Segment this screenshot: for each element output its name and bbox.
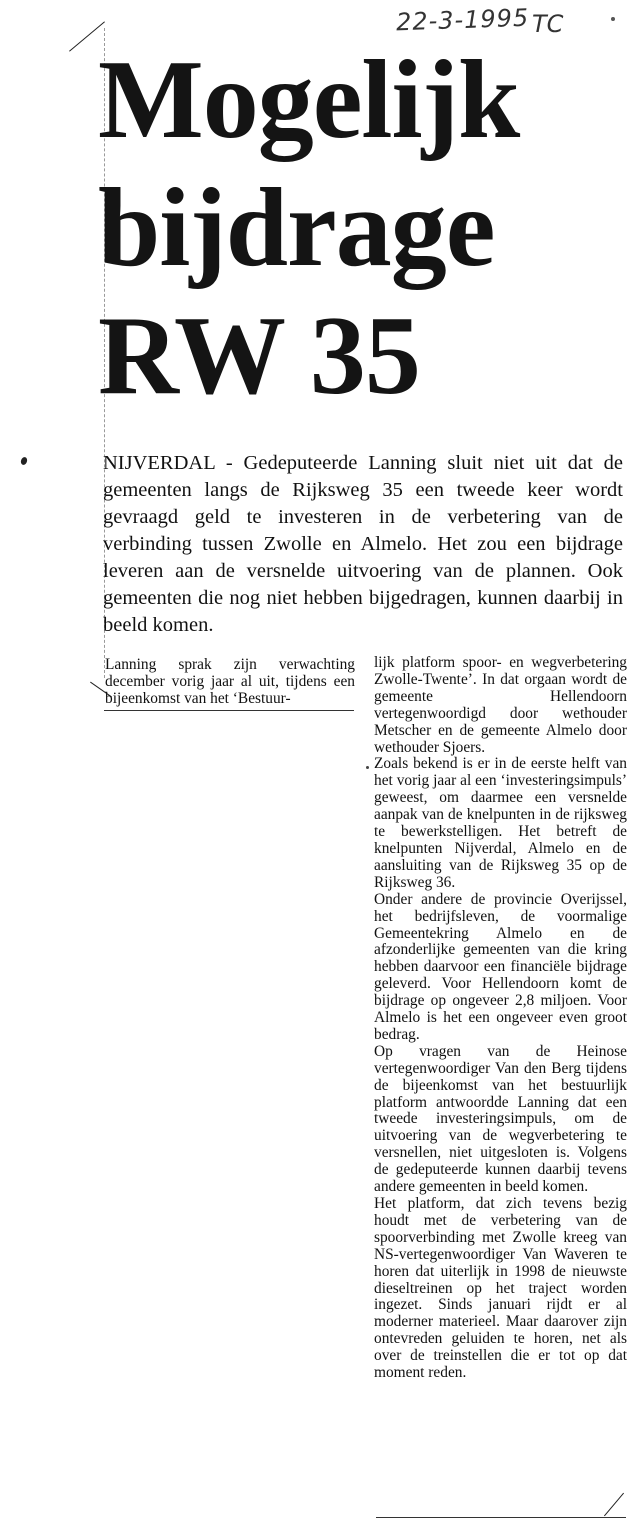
headline bbox=[98, 36, 628, 420]
column-2-paragraph-4: Op vragen van de Heinose vertegenwoordiger Van den Berg tijdens de bijeenkomst van het bestuurlijk platform antwoordde Lanning dat een tweede investeringsimpuls, om de uitvoering van de wegverbetering te versnellen, niet uitgesloten is. Volgens de gedeputeerde kunnen daarbij tevens andere gemeenten in beeld komen. bbox=[374, 1042, 627, 1196]
column-1-paragraph: Lanning sprak zijn verwachting december vorig jaar al uit, tijdens een bijeenkomst van het ‘Bestuur- bbox=[105, 656, 355, 707]
scan-speck bbox=[611, 17, 615, 21]
handwritten-date: 22-3-1995 bbox=[395, 3, 530, 37]
column-2-paragraph-1: lijk platform spoor- en wegverbetering Zwolle-Twente’. In dat orgaan wordt de gemeente Hellendoorn vertegenwoordigd door wethouder Metscher en de gemeente Almelo door wethouder Sjoers. bbox=[374, 654, 627, 756]
article-column-1 bbox=[105, 657, 355, 708]
pen-mark bbox=[604, 1493, 624, 1517]
column-2-paragraph-3: Onder andere de provincie Overijssel, het bedrijfsleven, de voormalige Gemeentekring Almelo en de afzonderlijke gemeenten van die kring hebben daarvoor een financiële bijdrage geleverd. Voor Hellendoorn komt de bijdrage op ongeveer 2,8 miljoen. Voor Almelo is het een ongeveer even groot bedrag. bbox=[374, 890, 627, 1043]
margin-bullet bbox=[20, 456, 28, 466]
handwritten-initials: TC bbox=[532, 10, 564, 38]
lead-paragraph: NIJVERDAL - Gedeputeerde Lanning sluit niet uit dat de gemeenten langs de Rijksweg 35 een tweede keer wordt gevraagd geld te investeren in de verbetering van de verbinding tussen Zwolle en Almelo. Het zou een bijdrage leveren aan de versnelde uitvoering van de plannen. Ook gemeenten die nog niet hebben bijgedragen, kunnen daarbij in beeld komen. bbox=[103, 452, 623, 636]
article-end-rule bbox=[376, 1517, 626, 1518]
column-2-paragraph-5: Het platform, dat zich tevens bezig houdt met de verbetering van de spoorverbinding met Zwolle kreeg van NS-vertegenwoordiger Van Waveren te horen dat uiterlijk in 1998 de nieuwste dieseltreinen op het traject worden ingezet. Sinds januari rijdt er al moderner materieel. Maar daarover zijn ontevreden geluiden te horen, net als over de treinstellen die er tot op dat moment reden. bbox=[374, 1195, 627, 1382]
column-divider-rule bbox=[104, 710, 354, 711]
column-2-paragraph-2: Zoals bekend is er in de eerste helft van het vorig jaar al een ‘investeringsimpuls’ geweest, om daarmee een versnelde aanpak van de knelpunten in de rijksweg te bewerkstelligen. Het betreft de knelpunten Nijverdal, Almelo en de aansluiting van de Rijksweg 35 op de Rijksweg 36. bbox=[374, 755, 627, 891]
headline-line-3: RW 35 bbox=[98, 294, 420, 418]
headline-line-2: bijdrage bbox=[98, 166, 495, 290]
scan-speck bbox=[366, 766, 369, 769]
headline-line-1: Mogelijk bbox=[98, 38, 520, 162]
article-column-2 bbox=[374, 655, 627, 1382]
